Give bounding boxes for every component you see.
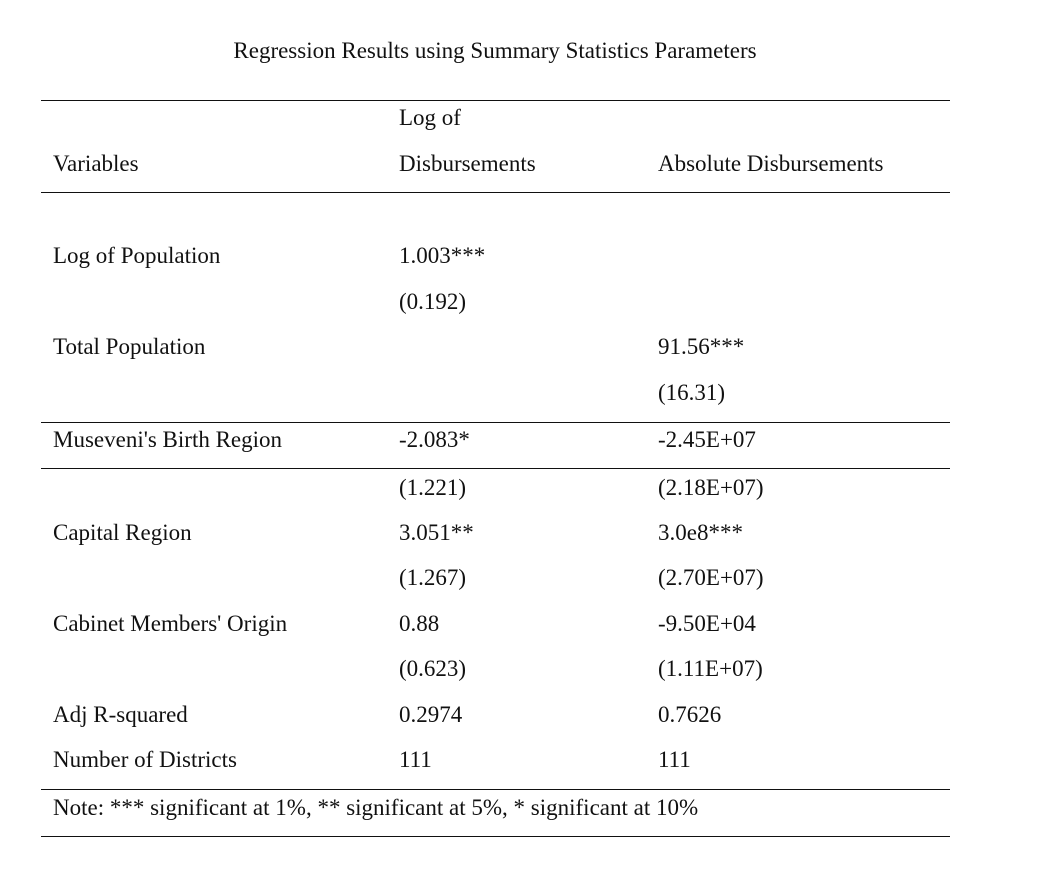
note-rule bbox=[41, 789, 950, 790]
coef-abs-disb: -2.45E+07 bbox=[658, 427, 756, 452]
se-abs-disb: (2.70E+07) bbox=[658, 565, 764, 590]
divider bbox=[41, 468, 950, 469]
se-log-disb: (1.267) bbox=[399, 565, 467, 590]
row-label: Total Population bbox=[53, 334, 206, 359]
row-label: Log of Population bbox=[53, 243, 221, 268]
se-log-disb: (0.623) bbox=[399, 656, 467, 681]
header-col1-line1: Log of bbox=[399, 105, 461, 130]
row-label: Capital Region bbox=[53, 520, 192, 545]
coef-abs-disb: -9.50E+04 bbox=[658, 611, 756, 636]
row-label: Cabinet Members' Origin bbox=[53, 611, 288, 636]
header-col1-line2: Disbursements bbox=[399, 151, 536, 176]
se-log-disb: (1.221) bbox=[399, 475, 467, 500]
table-title: Regression Results using Summary Statistics Parameters bbox=[233, 38, 757, 63]
divider bbox=[41, 422, 950, 423]
row-label: Adj R-squared bbox=[53, 702, 188, 727]
se-abs-disb: (1.11E+07) bbox=[658, 656, 763, 681]
se-log-disb: (0.192) bbox=[399, 289, 467, 314]
coef-log-disb: 0.88 bbox=[399, 611, 440, 636]
top-rule bbox=[41, 100, 950, 101]
stat-log-disb: 111 bbox=[399, 747, 432, 772]
coef-abs-disb: 3.0e8*** bbox=[658, 520, 743, 545]
bottom-rule bbox=[41, 836, 950, 837]
table-note: Note: *** significant at 1%, ** significant at 5%, * significant at 10% bbox=[53, 795, 699, 820]
header-rule bbox=[41, 192, 950, 193]
stat-log-disb: 0.2974 bbox=[399, 702, 463, 727]
row-label: Museveni's Birth Region bbox=[53, 427, 283, 452]
se-abs-disb: (2.18E+07) bbox=[658, 475, 764, 500]
stat-abs-disb: 0.7626 bbox=[658, 702, 722, 727]
header-col2: Absolute Disbursements bbox=[658, 151, 884, 176]
stat-abs-disb: 111 bbox=[658, 747, 691, 772]
coef-abs-disb: 91.56*** bbox=[658, 334, 745, 359]
coef-log-disb: 3.051** bbox=[399, 520, 474, 545]
se-abs-disb: (16.31) bbox=[658, 380, 726, 405]
row-label: Number of Districts bbox=[53, 747, 237, 772]
coef-log-disb: 1.003*** bbox=[399, 243, 486, 268]
header-variables: Variables bbox=[53, 151, 139, 176]
coef-log-disb: -2.083* bbox=[399, 427, 470, 452]
